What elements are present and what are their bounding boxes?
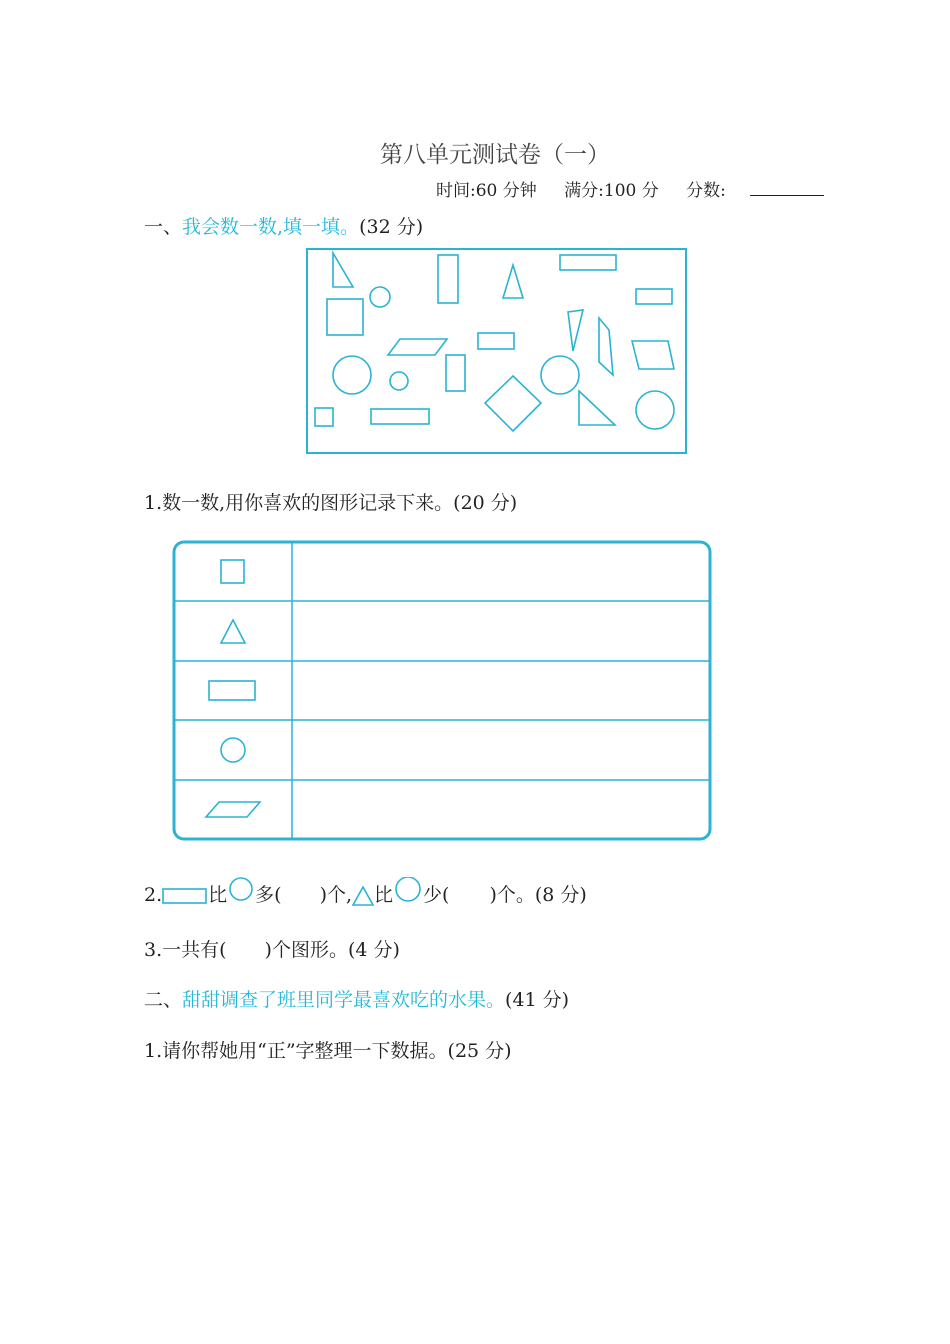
q2-shao: 少( — [423, 884, 450, 906]
question-2-1: 1.请你帮她用“正”字整理一下数据。(25 分) — [144, 1040, 512, 1062]
section2-heading — [144, 985, 569, 1012]
question-1-3 — [144, 935, 400, 962]
q2-ge-2: )个。(8 分) — [489, 884, 587, 906]
page-title: 第八单元测试卷（一） — [380, 142, 610, 168]
rectangle-icon — [209, 681, 255, 700]
question-1-1: 1.数一数,用你喜欢的图形记录下来。(20 分) — [144, 492, 518, 514]
score-label: 分数: — [686, 181, 726, 201]
section1-instruction: 我会数一数,填一填。 — [182, 216, 360, 238]
section2-points: (41 分) — [505, 989, 570, 1011]
circle-icon — [221, 738, 245, 762]
triangle-icon — [352, 886, 374, 906]
circle-icon — [227, 877, 255, 905]
triangle-icon — [221, 620, 245, 643]
q3-text-b: )个图形。(4 分) — [264, 939, 400, 961]
question-1-2 — [144, 880, 587, 907]
time-limit: 时间:60 分钟 — [436, 181, 537, 201]
parallelogram-icon — [206, 802, 260, 817]
q2-bi-2: 比 — [374, 884, 394, 906]
square-icon — [221, 560, 244, 583]
q2-ge-1: )个, — [319, 884, 353, 906]
full-score: 满分:100 分 — [564, 181, 659, 201]
section1-prefix: 一、 — [144, 216, 183, 238]
q2-bi-1: 比 — [208, 884, 228, 906]
q2-duo: 多( — [255, 884, 282, 906]
section2-prefix: 二、 — [144, 989, 183, 1011]
q3-text-a: 3.一共有( — [144, 939, 227, 961]
section1-points: (32 分) — [359, 216, 424, 238]
circle-icon — [393, 877, 423, 905]
q2-number: 2. — [144, 884, 163, 906]
section2-instruction: 甜甜调查了班里同学最喜欢吃的水果。 — [182, 989, 506, 1011]
rectangle-icon — [162, 887, 208, 905]
